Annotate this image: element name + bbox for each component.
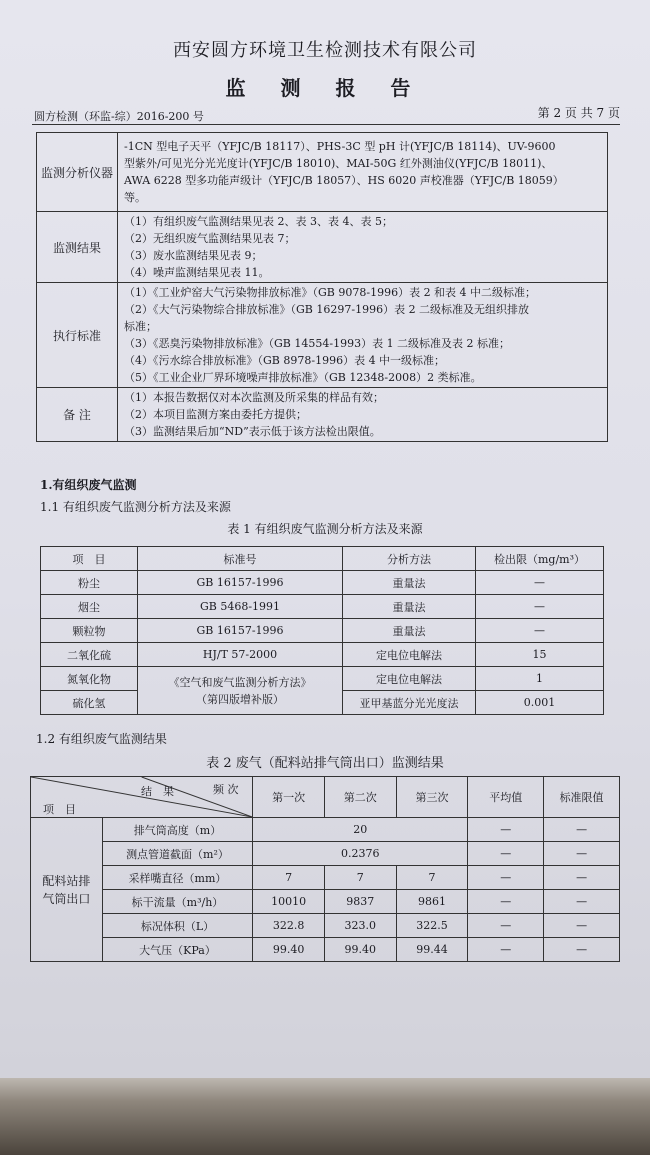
- table-cell: 99.40: [253, 938, 325, 962]
- table-row: [41, 619, 604, 643]
- table-row: [41, 595, 604, 619]
- info-label: 监测结果: [37, 212, 118, 283]
- column-header: 第二次: [324, 777, 396, 818]
- table-row: [31, 842, 620, 866]
- methods-table: [40, 546, 604, 715]
- table-cell: 定电位电解法: [343, 643, 476, 667]
- table-cell: 99.44: [396, 938, 468, 962]
- info-line: （1）有组织废气监测结果见表 2、表 3、表 4、表 5；: [124, 215, 393, 228]
- column-header: 检出限（mg/m³）: [476, 547, 604, 571]
- info-line: （5）《工业企业厂界环境噪声排放标准》（GB 12348-2008）2 类标准。: [124, 371, 482, 384]
- desk-background: [0, 1078, 650, 1155]
- info-label: 监测分析仪器: [37, 133, 118, 212]
- info-row-remarks: [37, 388, 608, 442]
- table-cell: 322.5: [396, 914, 468, 938]
- table-row: [31, 890, 620, 914]
- info-table: [36, 132, 608, 442]
- table-cell: GB 16157-1996: [138, 619, 343, 643]
- table-cell: 氮氧化物: [41, 667, 138, 691]
- info-line: 等。: [124, 191, 146, 204]
- diagonal-header-cell: [31, 777, 253, 818]
- info-line: （2）《大气污染物综合排放标准》（GB 16297-1996）表 2 二级标准及无组织排放: [124, 303, 530, 316]
- table-cell: 1: [476, 667, 604, 691]
- column-header: 第三次: [396, 777, 468, 818]
- table-cell: —: [544, 938, 620, 962]
- info-line: 标准；: [124, 320, 157, 333]
- table-cell: —: [468, 866, 544, 890]
- table-cell: 7: [324, 866, 396, 890]
- info-line: AWA 6228 型多功能声级计（YFJC/B 18057）、HS 6020 声校准器（YFJC/B 18059）: [124, 174, 564, 187]
- table-cell: —: [476, 571, 604, 595]
- table2-caption: 表 2 废气（配料站排气筒出口）监测结果: [206, 756, 444, 771]
- table-cell: 99.40: [324, 938, 396, 962]
- table-cell: —: [544, 866, 620, 890]
- table-row: [31, 938, 620, 962]
- info-line: -1CN 型电子天平（YFJC/B 18117）、PHS-3C 型 pH 计(YFJC/B 18114)、UV-9600: [124, 140, 556, 153]
- column-header: 标准限值: [544, 777, 620, 818]
- table-cell: 0.001: [476, 691, 604, 715]
- table-cell: —: [544, 818, 620, 842]
- column-header: 项 目: [41, 547, 138, 571]
- info-line: （1）本报告数据仅对本次监测及所采集的样品有效；: [124, 391, 384, 404]
- table-cell: 9837: [324, 890, 396, 914]
- column-header: 平均值: [468, 777, 544, 818]
- row-label: 测点管道截面（m²）: [102, 842, 253, 866]
- group-label: 配料站排气筒出口: [42, 873, 91, 906]
- info-content: [118, 283, 608, 388]
- column-header: 分析方法: [343, 547, 476, 571]
- table-cell: 二氧化硫: [41, 643, 138, 667]
- table-cell: 9861: [396, 890, 468, 914]
- report-title: 监 测 报 告: [225, 76, 425, 100]
- info-line: （3）废水监测结果见表 9；: [124, 249, 263, 262]
- info-label: 备 注: [37, 388, 118, 442]
- info-content: [118, 388, 608, 442]
- table-cell: 重量法: [343, 571, 476, 595]
- table-cell: 硫化氢: [41, 691, 138, 715]
- header-rule: [32, 124, 620, 125]
- table-cell: —: [544, 914, 620, 938]
- table-cell: GB 16157-1996: [138, 571, 343, 595]
- row-label: 大气压（KPa）: [102, 938, 253, 962]
- table-cell: HJ/T 57-2000: [138, 643, 343, 667]
- table-cell-merged: 0.2376: [253, 842, 468, 866]
- table-cell: 7: [253, 866, 325, 890]
- subsection-heading: 1.2 有组织废气监测结果: [36, 732, 167, 746]
- diag-label-frequency: 频 次: [213, 783, 239, 796]
- info-row-standards: [37, 283, 608, 388]
- table-row: [41, 643, 604, 667]
- table-cell: 颗粒物: [41, 619, 138, 643]
- info-content: [118, 133, 608, 212]
- table-cell: 15: [476, 643, 604, 667]
- info-line: （3）监测结果后加“ND”表示低于该方法检出限值。: [124, 425, 381, 438]
- info-line: （2）无组织废气监测结果见表 7；: [124, 232, 296, 245]
- table-cell: GB 5468-1991: [138, 595, 343, 619]
- table-cell: 322.8: [253, 914, 325, 938]
- column-header: 标准号: [138, 547, 343, 571]
- cell-line: （第四版增补版）: [196, 692, 284, 706]
- diag-label-results: 结 果: [141, 785, 174, 798]
- table-row: [31, 866, 620, 890]
- row-label: 排气筒高度（m）: [102, 818, 253, 842]
- table-row: [41, 571, 604, 595]
- table-cell: —: [476, 619, 604, 643]
- column-header: 第一次: [253, 777, 325, 818]
- table-header-row: [31, 777, 620, 818]
- info-line: （2）本项目监测方案由委托方提供；: [124, 408, 307, 421]
- info-line: 型紫外/可见光分光光度计(YFJC/B 18010)、MAI-50G 红外测油仪(YFJC/B 18011)、: [124, 157, 553, 170]
- table-header-row: [41, 547, 604, 571]
- results-table: [30, 776, 620, 962]
- table-cell: 亚甲基蓝分光光度法: [343, 691, 476, 715]
- table-cell: —: [544, 842, 620, 866]
- info-row-results: [37, 212, 608, 283]
- table-cell: 7: [396, 866, 468, 890]
- table-cell: —: [468, 842, 544, 866]
- table-cell: —: [544, 890, 620, 914]
- table-cell-merged: [138, 667, 343, 715]
- diag-label-item: 项 目: [43, 803, 76, 816]
- table-row: [31, 818, 620, 842]
- cell-line: 《空气和废气监测分析方法》: [168, 675, 312, 689]
- table-cell: —: [476, 595, 604, 619]
- table-cell: 重量法: [343, 595, 476, 619]
- page-info: 第 2 页 共 7 页: [537, 106, 620, 120]
- info-line: （4）《污水综合排放标准》（GB 8978-1996）表 4 中一级标准；: [124, 354, 446, 367]
- document-number: 圆方检测（环监-综）2016-200 号: [34, 110, 204, 123]
- table-cell: 重量法: [343, 619, 476, 643]
- table-cell: —: [468, 938, 544, 962]
- table-cell: 定电位电解法: [343, 667, 476, 691]
- table-cell: 粉尘: [41, 571, 138, 595]
- subsection-heading: 1.1 有组织废气监测分析方法及来源: [40, 500, 231, 514]
- table-row: [31, 914, 620, 938]
- table-row: [41, 667, 604, 691]
- table-cell: 323.0: [324, 914, 396, 938]
- info-line: （3）《恶臭污染物排放标准》（GB 14554-1993）表 1 二级标准及表 2 标准；: [124, 337, 511, 350]
- table-cell: —: [468, 914, 544, 938]
- row-label: 标况体积（L）: [102, 914, 253, 938]
- section-heading: 1.有组织废气监测: [40, 478, 137, 492]
- table-cell: —: [468, 890, 544, 914]
- row-label: 标干流量（m³/h）: [102, 890, 253, 914]
- table-cell: 10010: [253, 890, 325, 914]
- table-cell: —: [468, 818, 544, 842]
- info-line: （4）噪声监测结果见表 11。: [124, 266, 270, 279]
- table-cell: 烟尘: [41, 595, 138, 619]
- info-label: 执行标准: [37, 283, 118, 388]
- info-content: [118, 212, 608, 283]
- group-label-cell: [31, 818, 103, 962]
- info-row-instruments: [37, 133, 608, 212]
- info-line: （1）《工业炉窑大气污染物排放标准》（GB 9078-1996）表 2 和表 4 中二级标准；: [124, 286, 537, 299]
- table1-caption: 表 1 有组织废气监测分析方法及来源: [227, 522, 423, 536]
- row-label: 采样嘴直径（mm）: [102, 866, 253, 890]
- table-cell-merged: 20: [253, 818, 468, 842]
- company-name: 西安圆方环境卫生检测技术有限公司: [173, 40, 477, 61]
